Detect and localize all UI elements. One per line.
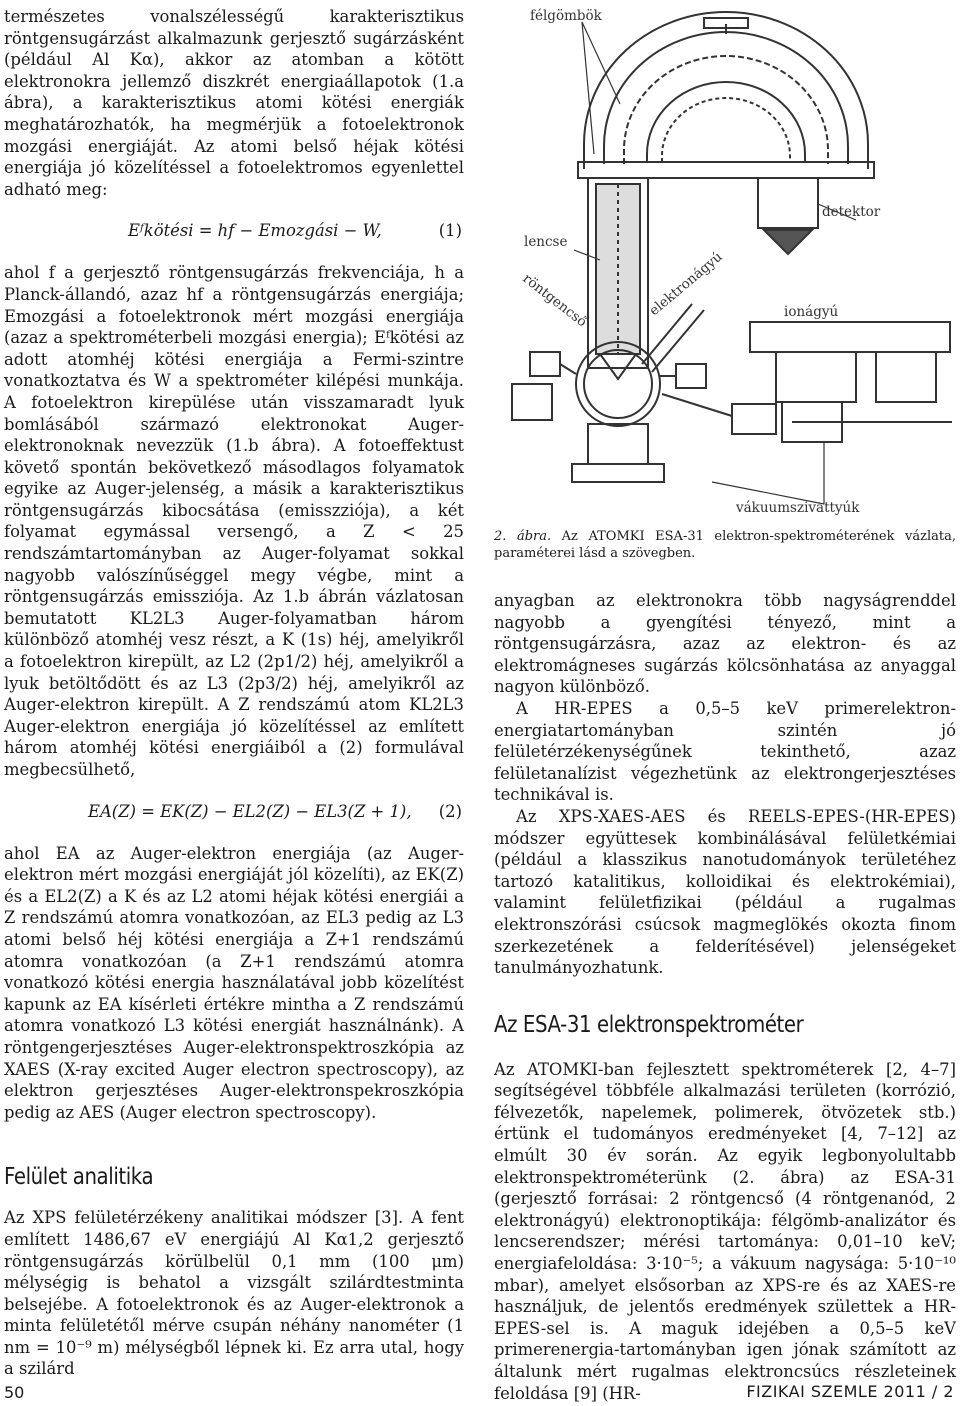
journal-name: FIZIKAI SZEMLE 2011 / 2 bbox=[746, 1382, 954, 1401]
figure-caption bbox=[494, 528, 956, 562]
label-rontgencso: röntgencső bbox=[519, 270, 590, 331]
label-ionagyu: ionágyú bbox=[784, 304, 839, 320]
detector-drawing bbox=[758, 178, 818, 254]
label-vakuumszivattyuk: vákuumszivattyúk bbox=[736, 500, 860, 516]
chamber-drawing bbox=[512, 304, 776, 482]
equation-1-number: (1) bbox=[438, 221, 462, 241]
right-column bbox=[494, 590, 956, 1404]
paragraph: anyagban az elektronokra több nagyságrenddel nagyobb a gyengítési tényező, mint a röntgensugárzásra, azaz az elektron- és az elektromágneses sugárzás kölcsönhatása az anyaggal nagyon különböző. bbox=[494, 591, 956, 697]
paragraph: ahol EA az Auger-elektron energiája (az Auger-elektron mért mozgási energiáját jól közelíti), az EK(Z) és a EL2(Z) a K és az L2 atomi héjak kötési energiái a Z rendszámú atomra vonatkozóan, az EL3 pedig az L3 atomi belső héj kötési energiája a Z+1 rendszámú atomra vonatkozóan (a Z+1 rendszámú atomra vonatkozó kötési energia használatával jobb közelítést kapunk az EA kísérleti értékre mintha a Z rendszámú atomra vonatkozó L3 kötési energiát használnánk). A röntgengerjesztéses Auger-elektronspektroszkópia az XAES (X-ray excited Auger electron spectroscopy), az elektron gerjesztéses Auger-elektronspekroszkópia pedig az AES (Auger electron spectroscopy). bbox=[4, 843, 464, 1122]
label-elektronagyu: elektronágyú bbox=[646, 248, 726, 320]
label-detektor: detektor bbox=[822, 204, 881, 220]
hemispheres-drawing bbox=[578, 12, 874, 178]
label-felgombok: félgömbök bbox=[530, 8, 602, 24]
label-lencse: lencse bbox=[524, 234, 568, 250]
equation-2-body: EA(Z) = EK(Z) − EL2(Z) − EL3(Z + 1), bbox=[88, 801, 412, 821]
lens-drawing bbox=[588, 178, 648, 379]
equation-2 bbox=[4, 793, 464, 833]
spectrometer-figure bbox=[492, 4, 956, 524]
paragraph: Az XPS felületérzékeny analitikai módszer [3]. A fent említett 1486,67 eV energiájú Al Kα1,2 gerjesztő röntgensugárzás körülbelül 0,1 mm (100 μm) mélységig is behatol a vizsgált szilárdtestminta belsejébe. A fotoelektronok és az Auger-elektronok a minta felületétől mérve csupán néhány nanométer (1 nm = 10⁻⁹ m) mélységből lépnek ki. Ez arra utal, hogy a szilárd bbox=[4, 1208, 464, 1379]
left-column bbox=[4, 6, 464, 1380]
section-heading: Az ESA-31 elektronspektrométer bbox=[494, 1011, 804, 1038]
equation-1-body: Eᶠkötési = hf − Emozgási − W, bbox=[128, 221, 382, 241]
equation-2-number: (2) bbox=[438, 801, 462, 821]
equation-1 bbox=[4, 212, 464, 252]
ion-gun-drawing bbox=[750, 322, 952, 442]
spectrometer-diagram bbox=[492, 4, 956, 524]
paragraph: A HR-EPES a 0,5–5 keV primerelektron-energiatartományban szintén jó felületérzékenységűnek tekinthető, azaz felületanalízist végezhetünk az elektrongerjesztéses technikával is. bbox=[494, 698, 956, 805]
paragraph: Az ATOMKI-ban fejlesztett spektrométerek [2, 4–7] segítségével többféle alkalmazási területen (korrózió, félvezetők, napelemek, polimerek, ötvözetek stb.) értünk el tudományos eredményeket [4, 7–12] az elmúlt 30 év során. Az egyik legbonyolultabb elektronspektrométerünk (2. ábra) az ESA-31 (gerjesztő forrásai: 2 röntgencső (4 röntgenanód, 2 elektronágyú) elektronoptikája: félgömb-analizátor és lencserendszer; mérési tartománya: 0,01–10 keV; energiafeloldása: 3·10⁻⁵; a vákuum nagysága: 5·10⁻¹⁰ mbar), amelyet elsősorban az XPS-re és az XAES-re használjuk, de jelentős eredmények születtek a HR-EPES-sel is. A maguk idejében a 0,5–5 keV primerenergia-tartományban igen jónak számított az általunk mért rugalmas elektroncsúcs részleteinek feloldása [9] (HR- bbox=[494, 1059, 956, 1403]
paragraph: ahol f a gerjesztő röntgensugárzás frekvenciája, h a Planck-állandó, azaz hf a röntgensugárzás energiája; Emozgási a fotoelektronok mért mozgási energiája (azaz a spektrométerbeli mozgási energia); Eᶠkötési az adott atomhéj kötési energiája a Fermi-szintre vonatkoztatva és W a spektrométer kilépési munkája. A fotoelektron kirepülése után visszamaradt lyuk bomlásából származó elektronokat Auger-elektronoknak nevezzük (1.b ábra). A fotoeffektust követő spontán bekövetkező másodlagos folyamatok egyike az Auger-jelenség, a másik a karakterisztikus röntgensugárzás kibocsátása (emisszziója), a két folyamat egymással versengő, a Z < 25 rendszámtartományban az Auger-folyamat sokkal nagyobb valószínűséggel megy végbe, mint a röntgensugárzás emissziója. Az 1.b ábrán vázlatosan bemutatott KL2L3 Auger-folyamatban három különböző atomhéj vesz részt, a K (1s) héj, amelyikről a fotoelektron kirepült, az L2 (2p1/2) héj, amelyikről a lyuk betöltődött és az L3 (2p3/2) héj, amelyikről az Auger-elektron kirepült. A Z rendszámú atom KL2L3 Auger-elektron energiája jó közelítéssel az említett három atomhéj kötési energiáiból a (2) formulával megbecsülhető, bbox=[4, 263, 464, 779]
paragraph: Az XPS-XAES-AES és REELS-EPES-(HR-EPES) módszer együttesek kombinálásával felületkémiai (például a klasszikus nanotudományok területéhez tartozó katalitikus, kolloidikai és elektrokémiai), valamint felületfizikai (például a rugalmas elektronszórási csúcsok magmeglökés okozta finom szerkezetének a felderítésével) jelenségeket tanulmányozhatunk. bbox=[494, 806, 956, 978]
section-heading: Felület analitika bbox=[4, 1164, 154, 1191]
page-number: 50 bbox=[4, 1383, 25, 1402]
caption-lead: 2. ábra. bbox=[494, 529, 552, 544]
caption-text: Az ATOMKI ESA-31 elektron-spektrométerének vázlata, paraméterei lásd a szövegben. bbox=[494, 529, 956, 561]
paragraph: természetes vonalszélességű karakterisztikus röntgensugárzást alkalmazunk gerjesztő sugárzásként (például Al Kα), akkor az atomban a kötött elektronokra jellemző diszkrét energiaállapotok (1.a ábra), a karakterisztikus atomi kötési energiák meghatározhatók, ha megmérjük a fotoelektronok mozgási energiáját. Az atomi belső héjak kötési energiája jó közelítéssel a fotoelektromos egyenlettel adható meg: bbox=[4, 7, 464, 199]
